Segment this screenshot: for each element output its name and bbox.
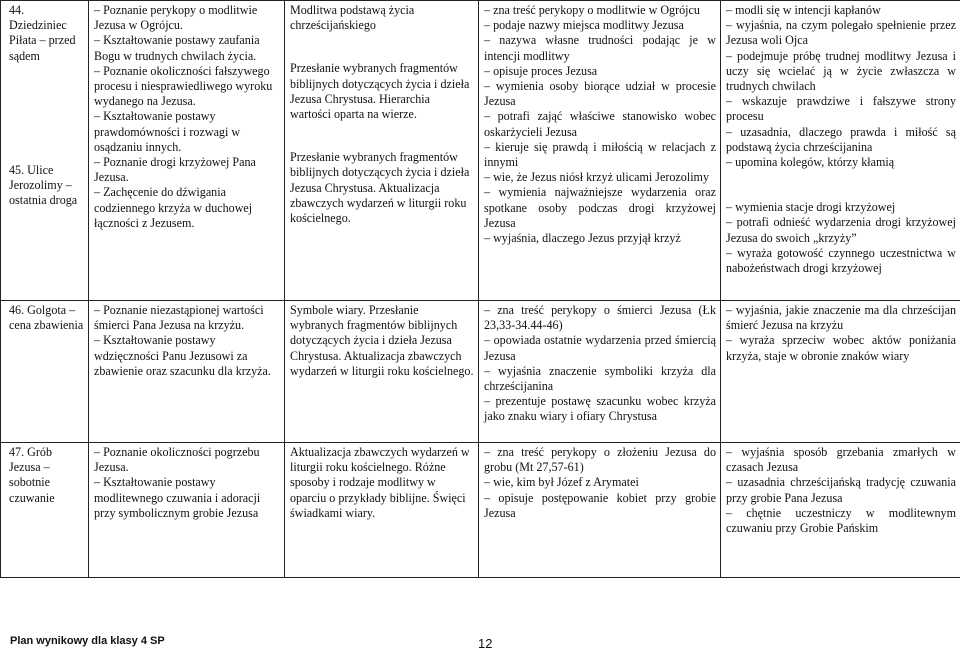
outcome-item: – wie, że Jezus niósł krzyż ulicami Jerozolimy <box>484 170 710 185</box>
goal-item: – Poznanie okoliczności fałszywego procesu i niesprawiedliwego wyroku wydanego na Jezusa. <box>94 63 273 109</box>
behaviour-item: – potrafi odnieść wydarzenia drogi krzyżowej Jezusa do swoich „krzyży” <box>726 215 956 245</box>
goal-item: – Zachęcenie do dźwigania codziennego krzyża w duchowej łączności z Jezusem. <box>94 185 253 230</box>
content-item: Modlitwa podstawą życia chrześcijańskiego <box>290 3 415 33</box>
topic-46: 46. Golgota – cena zbawienia <box>9 303 84 333</box>
footer-title: Plan wynikowy dla klasy 4 SP <box>10 635 165 647</box>
behaviour-item: – wymienia stacje drogi krzyżowej <box>726 200 896 215</box>
table-row <box>1 443 960 578</box>
behaviours-cell <box>721 443 960 578</box>
behaviours-cell <box>721 1 960 301</box>
content-item: Przesłanie wybranych fragmentów biblijnych dotyczących życia i dzieła Jezusa Chrystusa. Aktualizacja zbawczych wydarzeń w liturgii roku kościelnego. <box>290 150 470 226</box>
outcome-item: – podaje nazwy miejsca modlitwy Jezusa <box>484 18 684 33</box>
goal-item: – Poznanie niezastąpionej wartości śmierci Pana Jezusa na krzyżu. <box>94 303 264 333</box>
goal-item: – Poznanie okoliczności pogrzebu Jezusa. <box>94 445 260 475</box>
outcome-item: – wymienia osoby biorące udział w procesie Jezusa <box>484 79 716 109</box>
outcome-item: – opisuje proces Jezusa <box>484 63 598 78</box>
content-cell <box>285 443 479 578</box>
behaviour-item: – wyjaśnia sposób grzebania zmarłych w czasach Jezusa <box>726 445 956 475</box>
topic-cell <box>1 301 89 443</box>
outcomes-cell <box>479 443 721 578</box>
table-row <box>1 301 960 443</box>
outcome-item: – wyjaśnia znaczenie symboliki krzyża dla chrześcijanina <box>484 363 716 394</box>
table-row <box>1 1 960 301</box>
outcomes-cell <box>479 301 721 443</box>
topic-cell <box>1 1 89 301</box>
goals-cell <box>89 301 285 443</box>
outcome-item: – kieruje się prawdą i miłością w relacjach z innymi <box>484 139 716 170</box>
behaviour-item: – wyraża gotowość czynnego uczestnictwa w nabożeństwach drogi krzyżowej <box>726 245 956 276</box>
outcome-item: – potrafi zająć właściwe stanowisko wobec oskarżycieli Jezusa <box>484 109 716 139</box>
behaviour-item: – modli się w intencji kapłanów <box>726 3 881 17</box>
behaviour-item: – uzasadnia chrześcijańską tradycję czuwania przy grobie Pana Jezusa <box>726 475 956 505</box>
behaviour-item: – wyraża sprzeciw wobec aktów poniżania krzyża, staje w obronie znaków wiary <box>726 333 956 363</box>
topic-44: 44. Dziedziniec Piłata – przed sądem <box>9 3 76 63</box>
goal-item: – Kształtowanie postawy wdzięczności Panu Jezusowi za zbawienie oraz szacunku dla krzyża. <box>94 333 271 378</box>
content-item: Symbole wiary. Przesłanie wybranych fragmentów biblijnych dotyczących życia i dzieła Jezusa Chrystusa. Aktualizacja zbawczych wydarzeń w liturgii roku kościelnego. <box>290 303 474 378</box>
content-item: Aktualizacja zbawczych wydarzeń w liturgii roku kościelnego. Różne sposoby i rodzaje modlitwy w oparciu o przykłady biblijne. Święci świadkami wiary. <box>290 445 470 520</box>
outcome-item: – wymienia najważniejsze wydarzenia oraz spotkane osoby podczas drogi krzyżowej Jezusa <box>484 185 716 230</box>
outcome-item: – zna treść perykopy o modlitwie w Ogrójcu <box>484 3 700 17</box>
content-cell <box>285 301 479 443</box>
outcome-item: – prezentuje postawę szacunku wobec krzyża jako znaku wiary i ofiary Chrystusa <box>484 394 716 424</box>
outcome-item: – wie, kim był Józef z Arymatei <box>484 475 639 490</box>
outcome-item: – nazywa własne trudności podając je w intencji modlitwy <box>484 33 716 63</box>
goal-item: – Poznanie perykopy o modlitwie Jezusa w Ogrójcu. <box>94 3 258 33</box>
topic-cell <box>1 443 89 578</box>
behaviour-item: – wyjaśnia, na czym polegało spełnienie przez Jezusa woli Ojca <box>726 18 956 48</box>
outcome-item: – opowiada ostatnie wydarzenia przed śmiercią Jezusa <box>484 333 716 363</box>
content-cell <box>285 1 479 301</box>
behaviour-item: – wskazuje prawdziwe i fałszywe strony procesu <box>726 94 956 124</box>
behaviour-item: – chętnie uczestniczy w modlitewnym czuwaniu przy Grobie Pańskim <box>726 505 956 536</box>
goal-item: – Kształtowanie postawy modlitewnego czuwania i adoracji przy symbolicznym grobie Jezusa <box>94 475 261 520</box>
topic-45: 45. Ulice Jerozolimy – ostatnia droga <box>9 163 78 208</box>
behaviour-item: – podejmuje próbę trudnej modlitwy Jezusa i uczy się wcielać ją w życie zwłaszcza w trudnych chwilach <box>726 48 956 94</box>
goals-cell <box>89 443 285 578</box>
goal-item: – Kształtowanie postawy zaufania Bogu w trudnych chwilach życia. <box>94 33 260 63</box>
topic-47: 47. Grób Jezusa – sobotnie czuwanie <box>9 445 55 505</box>
goal-item: – Poznanie drogi krzyżowej Pana Jezusa. <box>94 155 256 185</box>
goal-item: – Kształtowanie postawy prawdomówności i rozwagi w osądzaniu innych. <box>94 109 241 154</box>
page-number: 12 <box>478 636 493 651</box>
behaviour-item: – wyjaśnia, jakie znaczenie ma dla chrześcijan śmierć Jezusa na krzyżu <box>726 303 956 333</box>
behaviour-item: – upomina kolegów, którzy kłamią <box>726 155 895 170</box>
outcome-item: – opisuje postępowanie kobiet przy grobie Jezusa <box>484 490 716 520</box>
outcome-item: – zna treść perykopy o śmierci Jezusa (Łk 23,33-34.44-46) <box>484 303 716 333</box>
outcomes-cell <box>479 1 721 301</box>
content-item: Przesłanie wybranych fragmentów biblijnych dotyczących życia i dzieła Jezusa Chrystusa. Hierarchia wartości oparta na wierze. <box>290 61 470 122</box>
outcome-item: – wyjaśnia, dlaczego Jezus przyjął krzyż <box>484 231 681 246</box>
outcome-item: – zna treść perykopy o złożeniu Jezusa do grobu (Mt 27,57-61) <box>484 445 716 475</box>
goals-cell <box>89 1 285 301</box>
behaviours-cell <box>721 301 960 443</box>
behaviour-item: – uzasadnia, dlaczego prawda i miłość są podstawą życia chrześcijanina <box>726 124 956 154</box>
